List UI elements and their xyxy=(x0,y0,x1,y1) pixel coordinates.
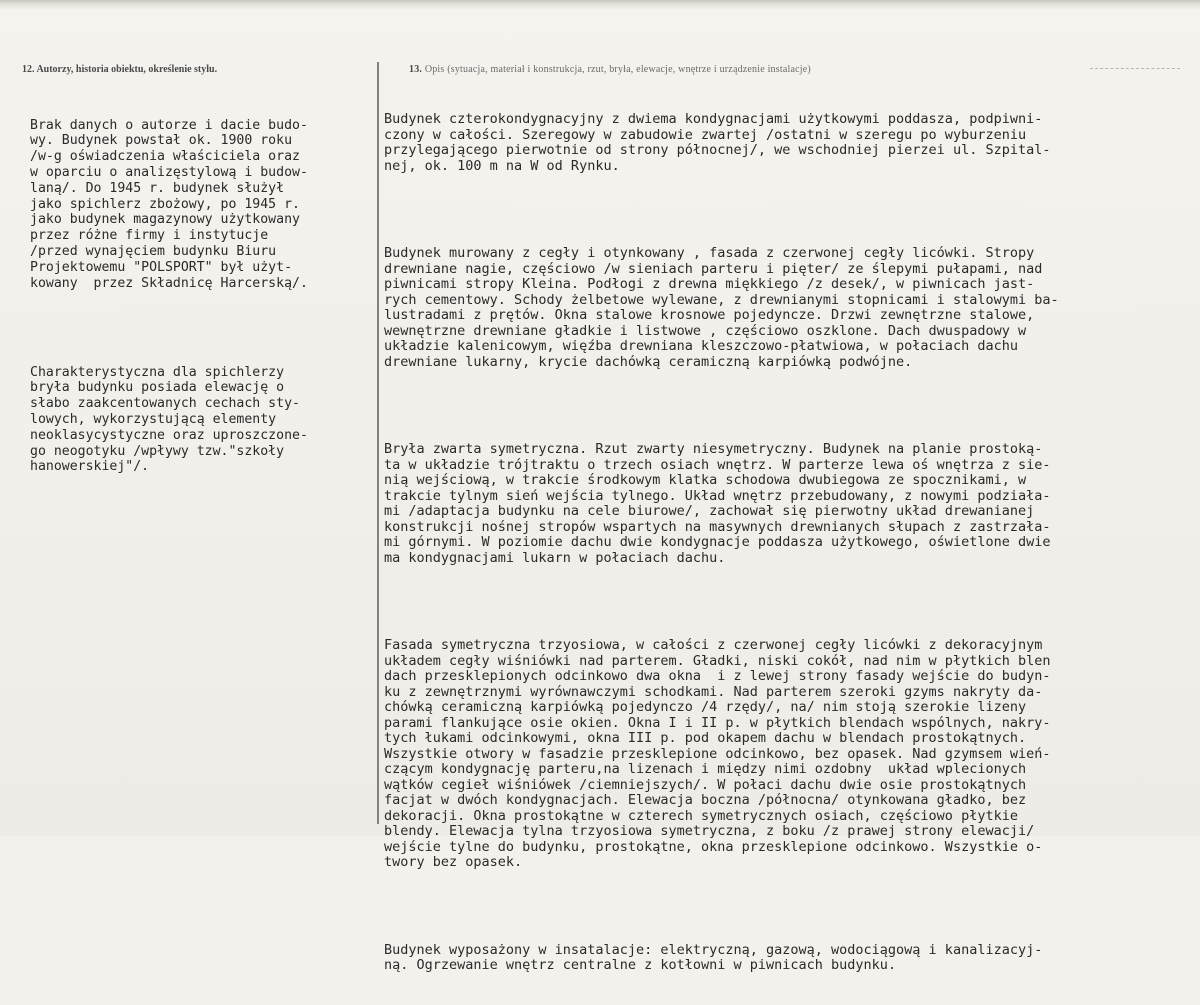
header-dotted-line xyxy=(1090,68,1180,69)
left-column-text xyxy=(30,86,372,507)
materials-paragraph: Budynek murowany z cegły i otynkowany , fasada z czerwonej cegły licówki. Stropy drewniane nagie, częściowo /w sieniach parteru i pięter/ ze ślepymi pułapami, nad piwnicami stropy Kleina. Podłogi z drewna miękkiego /z desek/, w piwnicach jast- rych cementowy. Schody żelbetowe wylewane, z drewnianymi stopnicami i stalowymi ba- lustradami z prętów. Okna stalowe krosnowe pojedyncze. Drzwi zewnętrzne stalowe, wewnętrzne drewniane gładkie i listwowe , częściowo oszklone. Dach dwuspadowy w układzie kalenicowym, więźba drewniana kleszczowo-płatwiowa, w połaciach dachu drewniane lukarny, krycie dachówką ceramiczną karpiówką podwójne. xyxy=(384,245,1059,370)
section-13-heading xyxy=(409,64,811,75)
history-paragraph: Brak danych o autorze i dacie budo- wy. Budynek powstał ok. 1900 roku /w-g oświadczenia właściciela oraz w oparciu o analizęstylową i budow- laną/. Do 1945 r. budynek służył jako spichlerz zbożowy, po 1945 r. jako budynek magazynowy użytkowany przez różne firmy i instytucje /przed wynajęciem budynku Biuru Projektowemu "POLSPORT" był użyt- kowany przez Składnicę Harcerską/. xyxy=(30,117,308,291)
plan-paragraph: Bryła zwarta symetryczna. Rzut zwarty niesymetryczny. Budynek na planie prostoką- ta w układzie trójtraktu o trzech osiach wnętrz. W parterze lewa oś wnętrza z sie- nią wejściową, w trakcie środkowym klatka schodowa dwubiegowa ze spocznikami, w trakcie tylnym sień wejścia tylnego. Układ wnętrz przebudowany, z nowymi podziała- mi /adaptacja budynku na cele biurowe/, zachował się pierwotny układ drewanianej konstrukcji nośnej stropów wspartych na masywnych drewnianych słupach z zastrzała- mi górnymi. W poziomie dachu dwie kondygnacje poddasza użytkowego, oświetlone dwie ma kondygnacjami lukarn w połaciach dachu. xyxy=(384,441,1051,566)
installations-paragraph: Budynek wyposażony w insatalacje: elektryczną, gazową, wodociągową i kanalizacyj- ną. Ogrzewanie wnętrz centralne z kotłowni w piwnicach budynku. xyxy=(384,941,1043,973)
column-divider xyxy=(377,62,379,824)
facade-paragraph: Fasada symetryczna trzyosiowa, w całości z czerwonej cegły licówki z dekoracyjnym układem cegły wiśniówki nad parterem. Gładki, niski cokół, nad nim w płytkich blen dach przesklepionych odcinkowo dwa okna i z lewej strony fasady wejście do budyn- ku z zewnętrznymi wyrównawczymi schodkami. Nad parterem szeroki gzyms nakryty da- chówką ceramiczną karpiówką pojedynczo /4 rzędy/, na/ nim stoją szerokie lizeny parami flankujące osie okien. Okna I i II p. w płytkich blendach wspólnych, nakry- tych łukami odcinkowymi, okna III p. pod okapem dachu w blendach prostokątnych. Wszystkie otwory w fasadzie przesklepione odcinkowo, bez opasek. Nad gzymsem wień- czącym kondygnację parteru,na lizenach i między nimi ozdobny układ wplecionych wątków cegieł wiśniówek /ciemniejszych/. W połaci dachu dwie osie prostokątnych facjat w dwóch kondygnacjach. Elewacja boczna /północna/ otynkowana gładko, bez dekoracji. Okna prostokątne w czterech symetrycznych osiach, częściowo płytkie blendy. Elewacja tylna trzyosiowa symetryczna, z boku /z prawej strony elewacji/ wejście tylne do budynku, prostokątne, okna przesklepione odcinkowo. Wszystkie o- twory bez opasek. xyxy=(384,637,1051,870)
paper-edge-shadow xyxy=(0,0,1200,10)
section-13-title: Opis (sytuacja, materiał i konstrukcja, rzut, bryła, elewacje, wnętrze i urządzenie instalacje) xyxy=(424,64,811,75)
situation-paragraph: Budynek czterokondygnacyjny z dwiema kondygnacjami użytkowymi poddasza, podpiwni- czony w całości. Szeregowy w zabudowie zwartej /ostatni w szeregu po wyburzeniu przylegającego pierwotnie od strony północnej/, we wschodniej pierzei ul. Szpital- nej, ok. 100 m na W od Rynku. xyxy=(384,111,1051,174)
right-column-text xyxy=(384,81,1196,1005)
section-13-number: 13. xyxy=(409,64,423,75)
section-12-heading: 12. Autorzy, historia obiektu, określenie stylu. xyxy=(22,64,218,75)
style-paragraph: Charakterystyczna dla spichlerzy bryła budynku posiada elewację o słabo zaakcentowanych cechach sty- lowych, wykorzystującą elementy neoklasycystyczne oraz uproszczone- go neogotyku /wpływy tzw."szkoły hanowerskiej"/. xyxy=(30,364,308,475)
